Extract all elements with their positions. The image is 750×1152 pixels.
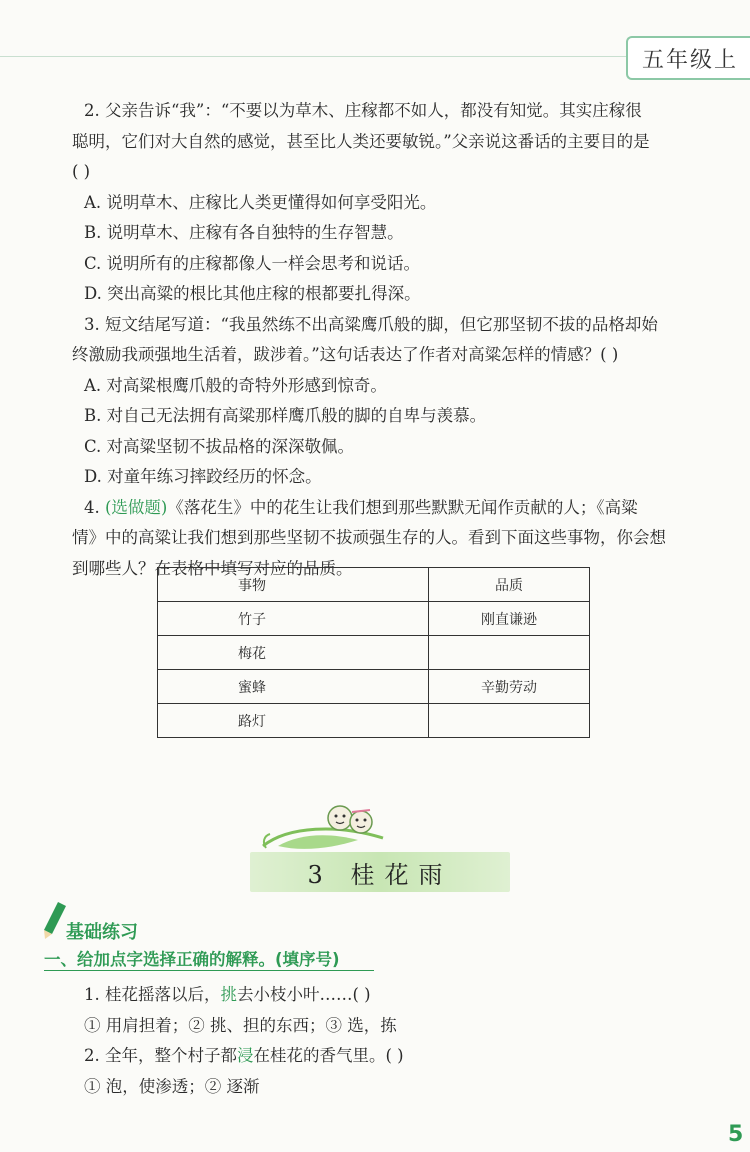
exercise-item-2-post: 在桂花的香气里。( ) bbox=[253, 1046, 404, 1065]
grade-tab: 五年级上 bbox=[626, 36, 750, 80]
table-cell-item: 路灯 bbox=[158, 704, 429, 738]
q4-number: 4. bbox=[84, 497, 105, 517]
q4-stem-1-text: 《落花生》中的花生让我们想到那些默默无闻作贡献的人；《高粱 bbox=[167, 497, 638, 517]
q3-stem-1: 3. 短文结尾写道：“我虽然练不出高粱鹰爪般的脚，但它那坚韧不拔的品格却始 bbox=[84, 314, 658, 334]
exercise-item-2 bbox=[72, 1041, 702, 1072]
basic-exercises bbox=[72, 980, 702, 1102]
exercise-heading: 一、给加点字选择正确的解释。(填序号) bbox=[44, 950, 340, 969]
q3-stem-2: 终激励我顽强地生活着，跋涉着。”这句话表达了作者对高粱怎样的情感？( ) bbox=[72, 345, 619, 364]
leaf-kids-illustration bbox=[258, 796, 388, 856]
q3-option-a: A. 对高粱根鹰爪般的奇特外形感到惊奇。 bbox=[84, 375, 387, 395]
q3-option-b: B. 对自己无法拥有高粱那样鹰爪般的脚的自卑与羡慕。 bbox=[84, 406, 487, 425]
table-cell-quality[interactable]: 辛勤劳动 bbox=[429, 670, 590, 704]
lesson-title: 3 桂花雨 bbox=[307, 860, 453, 889]
table-row bbox=[158, 670, 590, 704]
q4-stem-2: 情》中的高粱让我们想到那些坚韧不拔顽强生存的人。看到下面这些事物，你会想 bbox=[72, 528, 666, 547]
exercise-item-1 bbox=[72, 980, 702, 1011]
q2-stem-3: ( ) bbox=[72, 162, 91, 181]
table-cell-item: 竹子 bbox=[158, 602, 429, 636]
exercise-item-2-key: 浸 bbox=[237, 1046, 254, 1065]
q2-stem-2: 聪明，它们对大自然的感觉，甚至比人类还要敏锐。”父亲说这番话的主要目的是 bbox=[72, 131, 650, 151]
section-heading: 基础练习 bbox=[66, 922, 138, 943]
q4-stem-3: 到哪些人？在表格中填写对应的品质。 bbox=[72, 558, 353, 578]
exercise-heading-underline bbox=[44, 970, 374, 971]
q2-option-c: C. 说明所有的庄稼都像人一样会思考和说话。 bbox=[84, 253, 421, 273]
table-header-row bbox=[158, 568, 590, 602]
q2-option-a: A. 说明草木、庄稼比人类更懂得如何享受阳光。 bbox=[84, 192, 437, 212]
table-row bbox=[158, 636, 590, 670]
table-cell-quality[interactable] bbox=[429, 636, 590, 670]
table-row bbox=[158, 704, 590, 738]
q2-option-b: B. 说明草木、庄稼有各自独特的生存智慧。 bbox=[84, 223, 404, 242]
q2-stem-1: 2. 父亲告诉“我”：“不要以为草木、庄稼都不如人，都没有知觉。其实庄稼很 bbox=[84, 101, 642, 120]
table-row bbox=[158, 602, 590, 636]
q4-optional-tag: (选做题) bbox=[105, 497, 168, 517]
q4-stem-1 bbox=[72, 493, 702, 524]
q3-option-c: C. 对高粱坚韧不拔品格的深深敬佩。 bbox=[84, 436, 355, 456]
table-header-item: 事物 bbox=[158, 568, 429, 602]
table-cell-quality[interactable]: 刚直谦逊 bbox=[429, 602, 590, 636]
exercise-item-2-choices: ① 泡，使渗透；② 逐渐 bbox=[84, 1076, 260, 1096]
header-rule bbox=[0, 56, 626, 57]
exercise-item-1-pre: 1. 桂花摇落以后， bbox=[84, 985, 221, 1004]
table-cell-item: 梅花 bbox=[158, 636, 429, 670]
exercise-item-2-pre: 2. 全年，整个村子都 bbox=[84, 1046, 237, 1065]
q3-option-d: D. 对童年练习摔跤经历的怀念。 bbox=[84, 467, 322, 486]
exercise-item-1-key: 挑 bbox=[220, 985, 237, 1004]
exercise-item-1-post: 去小枝小叶……( ) bbox=[237, 985, 371, 1004]
page-number: 5 bbox=[728, 1122, 744, 1147]
table-cell-item: 蜜蜂 bbox=[158, 670, 429, 704]
exercise-item-1-choices: ① 用肩担着；② 挑、担的东西；③ 选，拣 bbox=[84, 1015, 397, 1035]
pencil-icon bbox=[40, 900, 68, 940]
table-header-quality: 品质 bbox=[429, 568, 590, 602]
reading-questions bbox=[72, 96, 702, 584]
quality-table bbox=[157, 567, 590, 738]
table-cell-quality[interactable] bbox=[429, 704, 590, 738]
q2-option-d: D. 突出高粱的根比其他庄稼的根都要扎得深。 bbox=[84, 284, 421, 303]
